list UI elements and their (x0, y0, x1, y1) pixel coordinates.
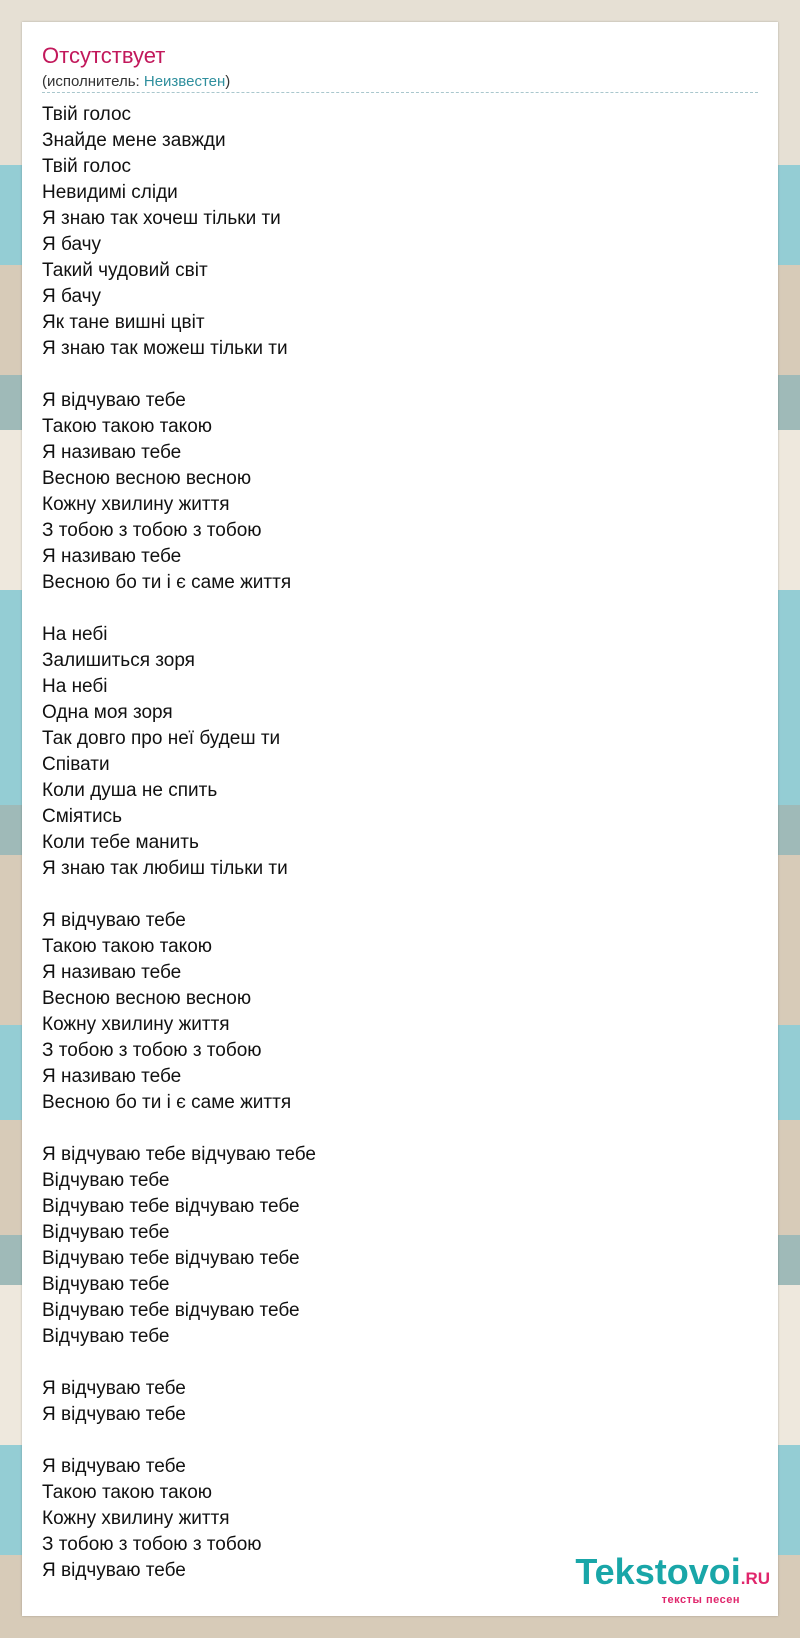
lyric-line: Залишиться зоря (42, 650, 195, 671)
lyric-line: Відчуваю тебе (42, 1222, 170, 1243)
lyric-line: Як тане вишні цвіт (42, 312, 205, 333)
lyric-line: Такою такою такою (42, 1482, 213, 1503)
lyric-line: Твій голос (42, 156, 132, 177)
lyric-line: Такою такою такою (42, 416, 213, 437)
lyric-line: Одна моя зоря (42, 702, 173, 723)
lyric-line: Я знаю так можеш тільки ти (42, 338, 288, 359)
stanza-break (42, 1116, 742, 1142)
stanza-break (42, 1428, 742, 1454)
lyric-line: З тобою з тобою з тобою (42, 520, 262, 541)
lyric-line: Кожну хвилину життя (42, 1014, 230, 1035)
lyric-line: Твій голос (42, 104, 132, 125)
lyric-line: Весною бо ти і є саме життя (42, 1092, 292, 1113)
stanza-break (42, 1350, 742, 1376)
logo-tld: .RU (740, 1569, 770, 1588)
lyric-line: Весною бо ти і є саме життя (42, 572, 292, 593)
lyric-line: Коли душа не спить (42, 780, 218, 801)
lyric-line: Я знаю так любиш тільки ти (42, 858, 288, 879)
lyric-line: Я називаю тебе (42, 442, 182, 463)
lyric-line: Я відчуваю тебе (42, 1378, 186, 1399)
lyrics-body (42, 102, 742, 1584)
site-logo[interactable] (575, 1553, 770, 1606)
lyric-line: Я бачу (42, 286, 101, 307)
lyric-line: Кожну хвилину життя (42, 1508, 230, 1529)
lyric-line: Відчуваю тебе (42, 1274, 170, 1295)
lyric-line: Відчуваю тебе відчуваю тебе (42, 1300, 300, 1321)
lyric-line: На небі (42, 624, 108, 645)
lyric-line: Я відчуваю тебе (42, 910, 186, 931)
lyric-line: Весною весною весною (42, 468, 252, 489)
title-divider (42, 92, 758, 93)
artist-prefix: (исполнитель: (42, 73, 144, 90)
lyric-line: Відчуваю тебе відчуваю тебе (42, 1196, 300, 1217)
artist-suffix: ) (225, 73, 231, 90)
lyric-line: Знайде мене завжди (42, 130, 226, 151)
logo-tagline: тексты песен (661, 1594, 740, 1606)
lyric-line: Я відчуваю тебе (42, 390, 186, 411)
lyric-line: Кожну хвилину життя (42, 494, 230, 515)
logo-main-text: Tekstovoi (575, 1551, 741, 1592)
artist-link[interactable]: Неизвестен (143, 73, 226, 90)
lyric-line: Я відчуваю тебе (42, 1560, 186, 1581)
lyric-line: Коли тебе манить (42, 832, 199, 853)
lyric-line: Відчуваю тебе (42, 1170, 170, 1191)
lyric-line: З тобою з тобою з тобою (42, 1534, 262, 1555)
lyric-line: Такий чудовий світ (42, 260, 208, 281)
lyrics-card (22, 22, 778, 1616)
artist-line (42, 72, 230, 92)
lyric-line: На небі (42, 676, 108, 697)
lyric-line: Я знаю так хочеш тільки ти (42, 208, 281, 229)
lyric-line: Я називаю тебе (42, 962, 182, 983)
lyric-line: Відчуваю тебе (42, 1326, 170, 1347)
stanza-break (42, 882, 742, 908)
lyric-line: Я відчуваю тебе (42, 1404, 186, 1425)
lyric-line: Сміятись (42, 806, 123, 827)
lyric-line: З тобою з тобою з тобою (42, 1040, 262, 1061)
lyric-line: Так довго про неї будеш ти (42, 728, 281, 749)
stanza-break (42, 362, 742, 388)
lyric-line: Я відчуваю тебе (42, 1456, 186, 1477)
lyric-line: Відчуваю тебе відчуваю тебе (42, 1248, 300, 1269)
song-title: Отсутствует (42, 43, 166, 68)
lyric-line: Такою такою такою (42, 936, 213, 957)
lyric-line: Співати (42, 754, 110, 775)
lyric-line: Весною весною весною (42, 988, 252, 1009)
lyric-line: Я бачу (42, 234, 101, 255)
lyric-line: Я називаю тебе (42, 1066, 182, 1087)
lyric-line: Я називаю тебе (42, 546, 182, 567)
lyric-line: Невидимі сліди (42, 182, 178, 203)
stanza-break (42, 596, 742, 622)
lyric-line: Я відчуваю тебе відчуваю тебе (42, 1144, 316, 1165)
